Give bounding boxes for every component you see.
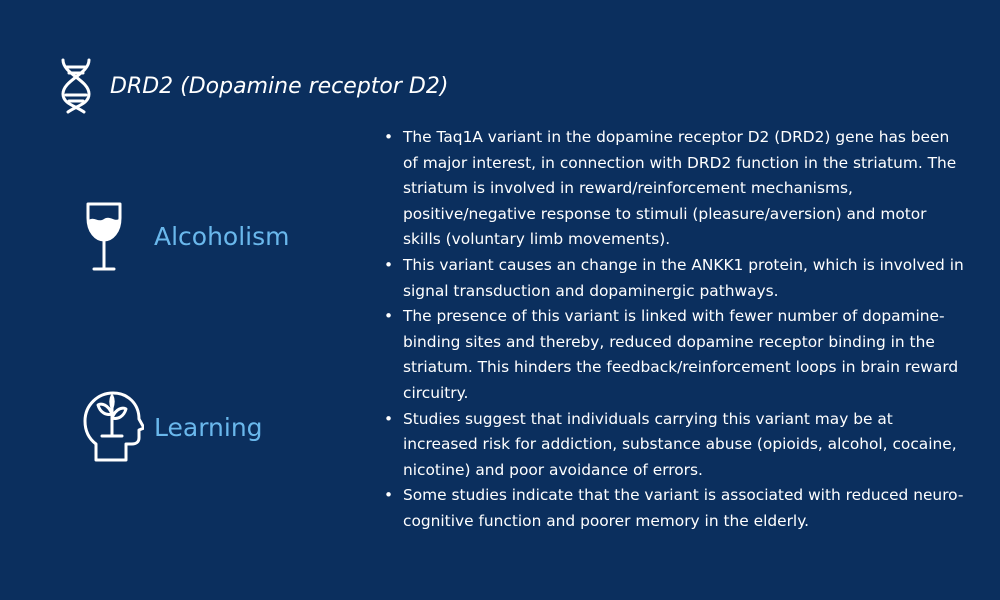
topic-label-learning: Learning (154, 412, 263, 442)
bullet-item: • The presence of this variant is linked with fewer number of dopamine-binding sites and thereby, reduced dopamine receptor binding in the striatum. This hinders the feedback/reinforcement loops in brain reward circuitry. (382, 304, 967, 406)
wine-glass-icon (82, 200, 126, 272)
bullet-item: • This variant causes an change in the ANKK1 protein, which is involved in signal transduction and dopaminergic pathways. (382, 253, 967, 304)
bullet-item: • Some studies indicate that the variant is associated with reduced neuro-cognitive function and poorer memory in the elderly. (382, 483, 967, 534)
topic-alcoholism (82, 200, 290, 272)
header (58, 58, 448, 114)
dna-icon (58, 58, 94, 114)
page-title: DRD2 (Dopamine receptor D2) (110, 73, 449, 99)
topic-learning (82, 390, 263, 464)
bullet-list (382, 125, 967, 535)
head-plant-icon (82, 390, 144, 464)
bullet-item: • Studies suggest that individuals carrying this variant may be at increased risk for addiction, substance abuse (opioids, alcohol, cocaine, nicotine) and poor avoidance of errors. (382, 407, 967, 484)
topic-label-alcoholism: Alcoholism (154, 221, 290, 251)
bullet-item: • The Taq1A variant in the dopamine receptor D2 (DRD2) gene has been of major interest, in connection with DRD2 function in the striatum. The striatum is involved in reward/reinforcement mechanisms, positive/negative response to stimuli (pleasure/aversion) and motor skills (voluntary limb movements). (382, 125, 967, 253)
